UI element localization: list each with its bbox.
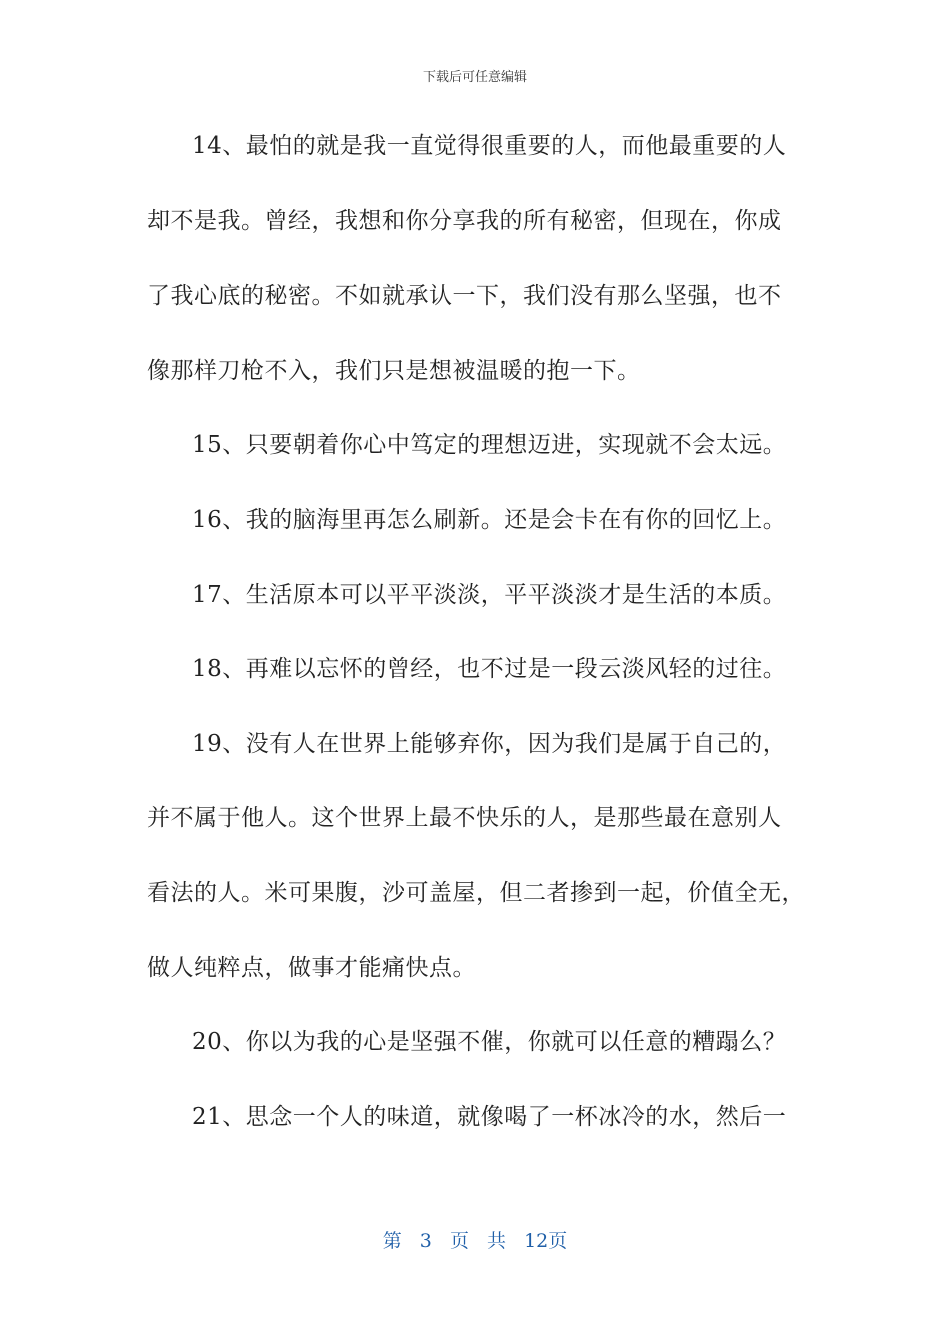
paragraph-19-line-3: 看法的人。米可果腹，沙可盖屋，但二者掺到一起，价值全无， [147, 880, 805, 906]
page-header-note: 下载后可任意编辑 [422, 70, 527, 85]
footer-label-gong: 共 [487, 1230, 507, 1252]
footer-label-ye: 页 [449, 1230, 469, 1252]
paragraph-19-line-1: 19、没有人在世界上能够弃你，因为我们是属于自己的， [192, 731, 787, 757]
footer-page-current: 3 [419, 1230, 432, 1252]
paragraph-18: 18、再难以忘怀的曾经，也不过是一段云淡风轻的过往。 [192, 656, 787, 682]
footer-label-di: 第 [382, 1230, 402, 1252]
page-footer [0, 1226, 950, 1253]
paragraph-14-line-2: 却不是我。曾经，我想和你分享我的所有秘密，但现在，你成 [147, 208, 782, 234]
paragraph-14-line-1: 14、最怕的就是我一直觉得很重要的人，而他最重要的人 [192, 133, 787, 159]
paragraph-15: 15、只要朝着你心中笃定的理想迈进，实现就不会太远。 [192, 432, 787, 458]
paragraph-14-line-3: 了我心底的秘密。不如就承认一下，我们没有那么坚强，也不 [147, 283, 782, 309]
paragraph-16: 16、我的脑海里再怎么刷新。还是会卡在有你的回忆上。 [192, 507, 787, 533]
paragraph-21-line-1: 21、思念一个人的味道，就像喝了一杯冰冷的水，然后一 [192, 1104, 787, 1130]
paragraph-20: 20、你以为我的心是坚强不催，你就可以任意的糟蹋么？ [192, 1029, 787, 1055]
footer-page-total: 12页 [524, 1230, 568, 1252]
paragraph-17: 17、生活原本可以平平淡淡，平平淡淡才是生活的本质。 [192, 582, 787, 608]
paragraph-19-line-4: 做人纯粹点，做事才能痛快点。 [147, 955, 476, 981]
paragraph-14-line-4: 像那样刀枪不入，我们只是想被温暖的抱一下。 [147, 358, 641, 384]
paragraph-19-line-2: 并不属于他人。这个世界上最不快乐的人，是那些最在意别人 [147, 805, 782, 831]
